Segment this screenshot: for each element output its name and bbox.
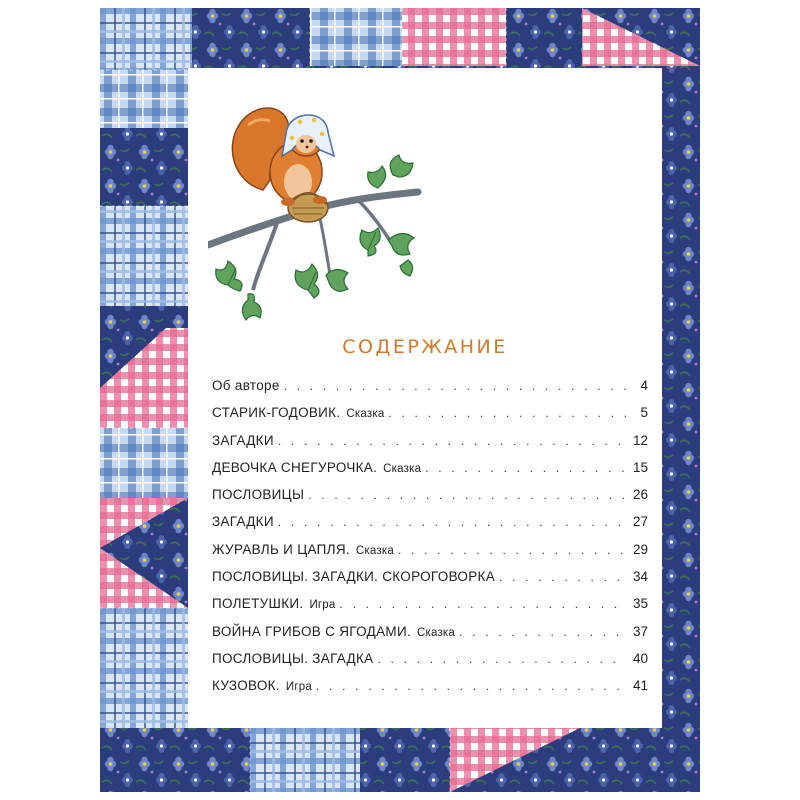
toc-entry: [212, 542, 648, 569]
toc-entry-page: 41: [632, 678, 648, 694]
toc-dot-leader: [377, 652, 626, 666]
toc-dot-leader: [425, 461, 626, 475]
toc-entry-title: КУЗОВОК.: [212, 678, 280, 694]
toc-dot-leader: [459, 625, 626, 639]
toc-entry-page: 26: [632, 487, 648, 503]
book-page: [100, 8, 700, 792]
toc-entry: [212, 624, 648, 651]
toc-entry-title: ДЕВОЧКА СНЕГУРОЧКА.: [212, 459, 378, 475]
toc-entry-page: 40: [632, 650, 648, 666]
squirrel-illustration: [208, 80, 428, 330]
toc-dot-leader: [499, 570, 626, 584]
toc-entry-title: ПОЛЕТУШКИ.: [212, 596, 304, 612]
toc-entry-title: ЗАГАДКИ: [212, 432, 274, 448]
toc-entry-page: 34: [632, 569, 648, 585]
toc-entry: [212, 487, 648, 514]
toc-entry-subtitle: Сказка: [383, 462, 422, 475]
toc-entry: [212, 651, 648, 678]
toc-entry-subtitle: Игра: [309, 599, 336, 612]
toc-dot-leader: [398, 543, 626, 557]
toc-entry: [212, 596, 648, 623]
toc-entry-subtitle: Сказка: [346, 408, 385, 421]
toc-dot-leader: [278, 434, 626, 448]
toc-entry: [212, 569, 648, 596]
toc-list: [212, 378, 648, 706]
toc-entry-title: ПОСЛОВИЦЫ. ЗАГАДКА: [212, 650, 374, 666]
toc-entry-page: 12: [632, 432, 648, 448]
toc-entry-subtitle: Игра: [285, 681, 312, 694]
toc-entry: [212, 405, 648, 432]
toc-dot-leader: [284, 379, 626, 393]
toc-entry-title: ЖУРАВЛЬ И ЦАПЛЯ.: [212, 541, 350, 557]
toc-entry-subtitle: Сказка: [417, 626, 456, 639]
toc-entry-page: 27: [632, 514, 648, 530]
toc-entry-page: 35: [632, 596, 648, 612]
toc-dot-leader: [316, 679, 626, 693]
toc-entry-title: СТАРИК-ГОДОВИК.: [212, 405, 341, 421]
toc-dot-leader: [340, 597, 627, 611]
toc-heading: СОДЕРЖАНИЕ: [342, 336, 508, 358]
toc-dot-leader: [308, 488, 626, 502]
content-panel: [188, 68, 662, 728]
toc-entry-page: 4: [640, 378, 648, 393]
toc-entry: [212, 514, 648, 541]
toc-entry-page: 15: [632, 459, 648, 475]
toc-entry-subtitle: Сказка: [355, 544, 394, 557]
toc-entry-page: 37: [632, 623, 648, 639]
toc-entry: [212, 433, 648, 460]
toc-dot-leader: [278, 515, 626, 529]
toc-entry-title: ПОСЛОВИЦЫ. ЗАГАДКИ. СКОРОГОВОРКА: [212, 569, 495, 585]
toc-entry-title: ПОСЛОВИЦЫ: [212, 487, 305, 503]
toc-entry: [212, 460, 648, 487]
toc-dot-leader: [388, 406, 626, 420]
toc-entry-page: 5: [640, 405, 648, 421]
toc-entry-title: ЗАГАДКИ: [212, 514, 274, 530]
toc-entry-page: 29: [632, 541, 648, 557]
toc-entry-title: Об авторе: [212, 378, 280, 393]
toc-entry: [212, 678, 648, 705]
toc-entry: [212, 378, 648, 405]
toc-entry-title: ВОЙНА ГРИБОВ С ЯГОДАМИ.: [212, 623, 411, 639]
